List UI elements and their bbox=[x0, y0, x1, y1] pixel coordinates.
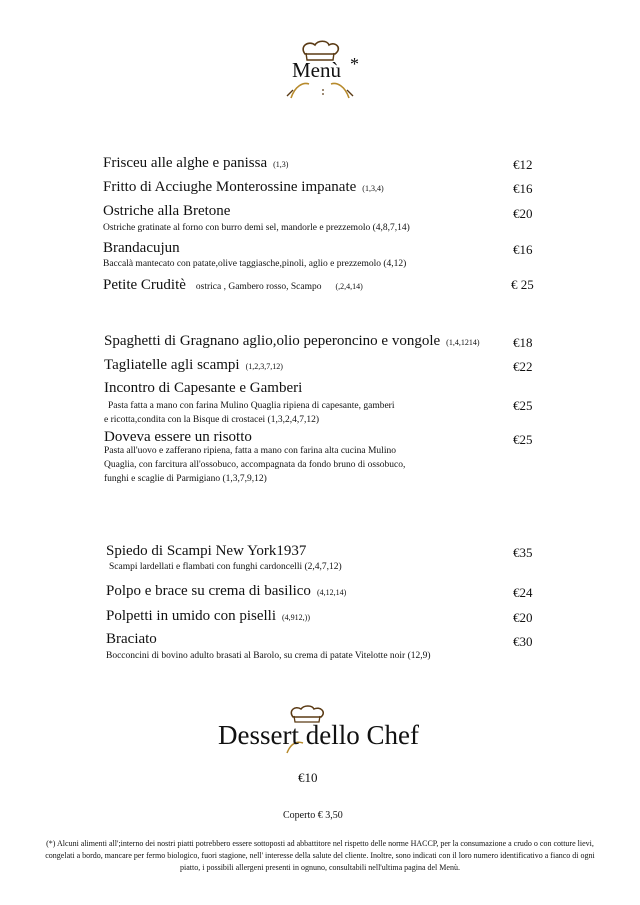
dish-description: Bocconcini di bovino adulto brasati al Barolo, su crema di patate Vitelotte noir (12,9) bbox=[106, 651, 431, 661]
dish-price: €20 bbox=[513, 206, 533, 221]
allergen-codes: (1,4,1214) bbox=[446, 338, 480, 347]
dish-description: Ostriche gratinate al forno con burro demi sel, mandorle e prezzemolo (4,8,7,14) bbox=[103, 223, 410, 233]
dish-price: €25 bbox=[513, 432, 533, 447]
allergen-codes: (1,2,3,7,12) bbox=[245, 362, 283, 371]
dish-price: €22 bbox=[513, 359, 533, 374]
dessert-price: €10 bbox=[298, 770, 318, 785]
allergen-codes: (,2,4,14) bbox=[335, 282, 363, 291]
dish-description: Pasta fatta a mano con farina Mulino Quaglia ripiena di capesante, gamberi bbox=[108, 401, 395, 411]
dish-name: Polpetti in umido con piselli (4,912,)) bbox=[106, 608, 310, 624]
dish-name: Doveva essere un risotto bbox=[104, 429, 252, 445]
dish-name: Polpo e brace su crema di basilico (4,12,14) bbox=[106, 583, 347, 599]
dish-description: Pasta all'uovo e zafferano ripiena, fatta a mano con farina alta cucina Mulino bbox=[104, 446, 396, 456]
dish-name: Braciato bbox=[106, 631, 157, 647]
dish-name: Incontro di Capesante e Gamberi bbox=[104, 380, 303, 396]
menu-title-asterisk: * bbox=[350, 54, 359, 74]
dish-name: Spiedo di Scampi New York1937 bbox=[106, 543, 307, 559]
allergen-codes: (4,12,14) bbox=[316, 588, 347, 597]
allergen-codes: (4,912,)) bbox=[282, 613, 310, 622]
allergen-codes: (1,3) bbox=[273, 160, 289, 169]
dish-price: €18 bbox=[513, 335, 533, 350]
dish-price: €30 bbox=[513, 634, 533, 649]
dish-name: Tagliatelle agli scampi (1,2,3,7,12) bbox=[104, 357, 283, 373]
dish-price: €24 bbox=[513, 585, 533, 600]
dish-description: e ricotta,condita con la Bisque di crostacei (1,3,2,4,7,12) bbox=[104, 415, 320, 425]
dish-extra: ostrica , Gambero rosso, Scampo bbox=[195, 282, 322, 292]
dish-price: €25 bbox=[513, 398, 533, 413]
dish-description: funghi e scaglie di Parmigiano (1,3,7,9,12) bbox=[104, 474, 267, 484]
dish-price: €12 bbox=[513, 157, 533, 172]
dish-price: € 25 bbox=[511, 277, 534, 292]
allergen-codes: (1,3,4) bbox=[362, 184, 384, 193]
dish-name: Spaghetti di Gragnano aglio,olio peperoncino e vongole (1,4,1214) bbox=[104, 333, 480, 349]
dessert-title: Dessert dello Chef bbox=[218, 720, 419, 750]
dish-name: Petite Cruditè ostrica , Gambero rosso, Scampo (,2,4,14) bbox=[103, 277, 363, 293]
dish-description: Scampi lardellati e flambati con funghi cardoncelli (2,4,7,12) bbox=[109, 562, 342, 572]
dish-name: Brandacujun bbox=[103, 240, 180, 256]
dish-price: €35 bbox=[513, 545, 533, 560]
dish-description: Quaglia, con farcitura all'ossobuco, accompagnata da fondo bruno di ossobuco, bbox=[104, 460, 406, 470]
dish-price: €16 bbox=[513, 242, 533, 257]
dish-price: €16 bbox=[513, 181, 533, 196]
dish-description: Baccalà mantecato con patate,olive taggiasche,pinoli, aglio e prezzemolo (4,12) bbox=[103, 259, 407, 269]
dish-name: Fritto di Acciughe Monterossine impanate (1,3,4) bbox=[103, 179, 384, 195]
footnote: (*) Alcuni alimenti all';interno dei nostri piatti potrebbero essere sottoposti ad abbattitore nel rispetto delle norme HACCP, per la consumazione a crudo o con cotture lievi, congelati a bordo, mancare per fermo biologico, fuori stagione, nell' interesse della salute del cliente. Inoltre, sono indicati con il loro numero identificativo a fianco di ogni piatto, i possibili allergeni presenti in ognuno, consultabili nell'ultima pagina del Menù. bbox=[45, 839, 595, 872]
dish-name: Frisceu alle alghe e panissa (1,3) bbox=[103, 155, 289, 171]
dish-name: Ostriche alla Bretone bbox=[103, 203, 231, 219]
cover-charge: Coperto € 3,50 bbox=[283, 810, 343, 821]
menu-title: Menù bbox=[292, 58, 341, 82]
dish-price: €20 bbox=[513, 610, 533, 625]
